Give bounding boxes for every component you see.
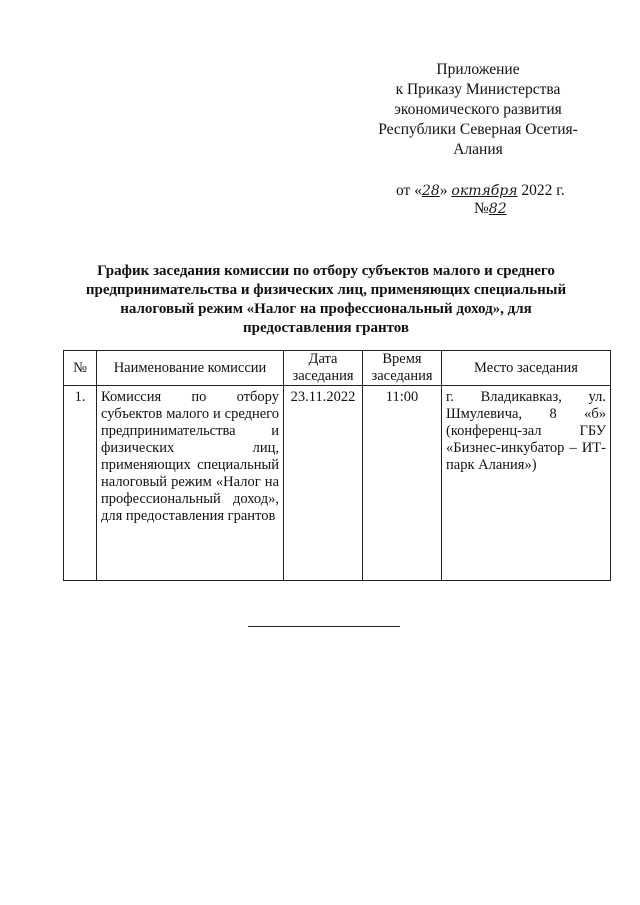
number-prefix: № [474,200,489,217]
appendix-block [360,60,596,160]
row-meeting-time: 11:00 [363,386,442,581]
header-meeting-place: Место заседания [442,351,611,386]
table-row [64,386,611,581]
appendix-line: экономического развития [394,101,562,118]
document-title: График заседания комиссии по отбору субъектов малого и среднего предпринимательства и физических лиц, применяющих специальный налоговый режим «Налог на профессиональный доход», для предоставления грантов [85,263,567,336]
row-commission-name: Комиссия по отбору субъектов малого и среднего предпринимательства и физических лиц, применяющих специальный налоговый режим «Налог на профессиональный доход», для предоставления грантов [97,386,284,581]
order-number [474,200,507,218]
date-year: 2022 г. [521,182,565,199]
order-date [396,182,565,200]
appendix-line: Республики Северная Осетия- [378,121,578,138]
row-meeting-date: 23.11.2022 [284,386,363,581]
handwritten-number: 82 [488,201,507,217]
header-commission-name: Наименование комиссии [97,351,284,386]
schedule-table [63,350,611,581]
appendix-line: Приложение [436,61,520,78]
handwritten-day: 28 [421,183,440,199]
row-num: 1. [64,386,97,581]
header-meeting-time: Время заседания [363,351,442,386]
header-meeting-date: Дата заседания [284,351,363,386]
row-meeting-place: г. Владикавказ, ул. Шмулевича, 8 «б» (конференц-зал ГБУ «Бизнес-инкубатор – ИТ-парк Алания») [442,386,611,581]
signature-divider [248,626,400,627]
header-num: № [64,351,97,386]
date-prefix: от « [396,182,422,199]
table-header-row [64,351,611,386]
date-mid: » [439,182,448,199]
handwritten-month: октября [451,183,518,199]
appendix-line: Алания [453,141,503,158]
appendix-line: к Приказу Министерства [395,81,561,98]
